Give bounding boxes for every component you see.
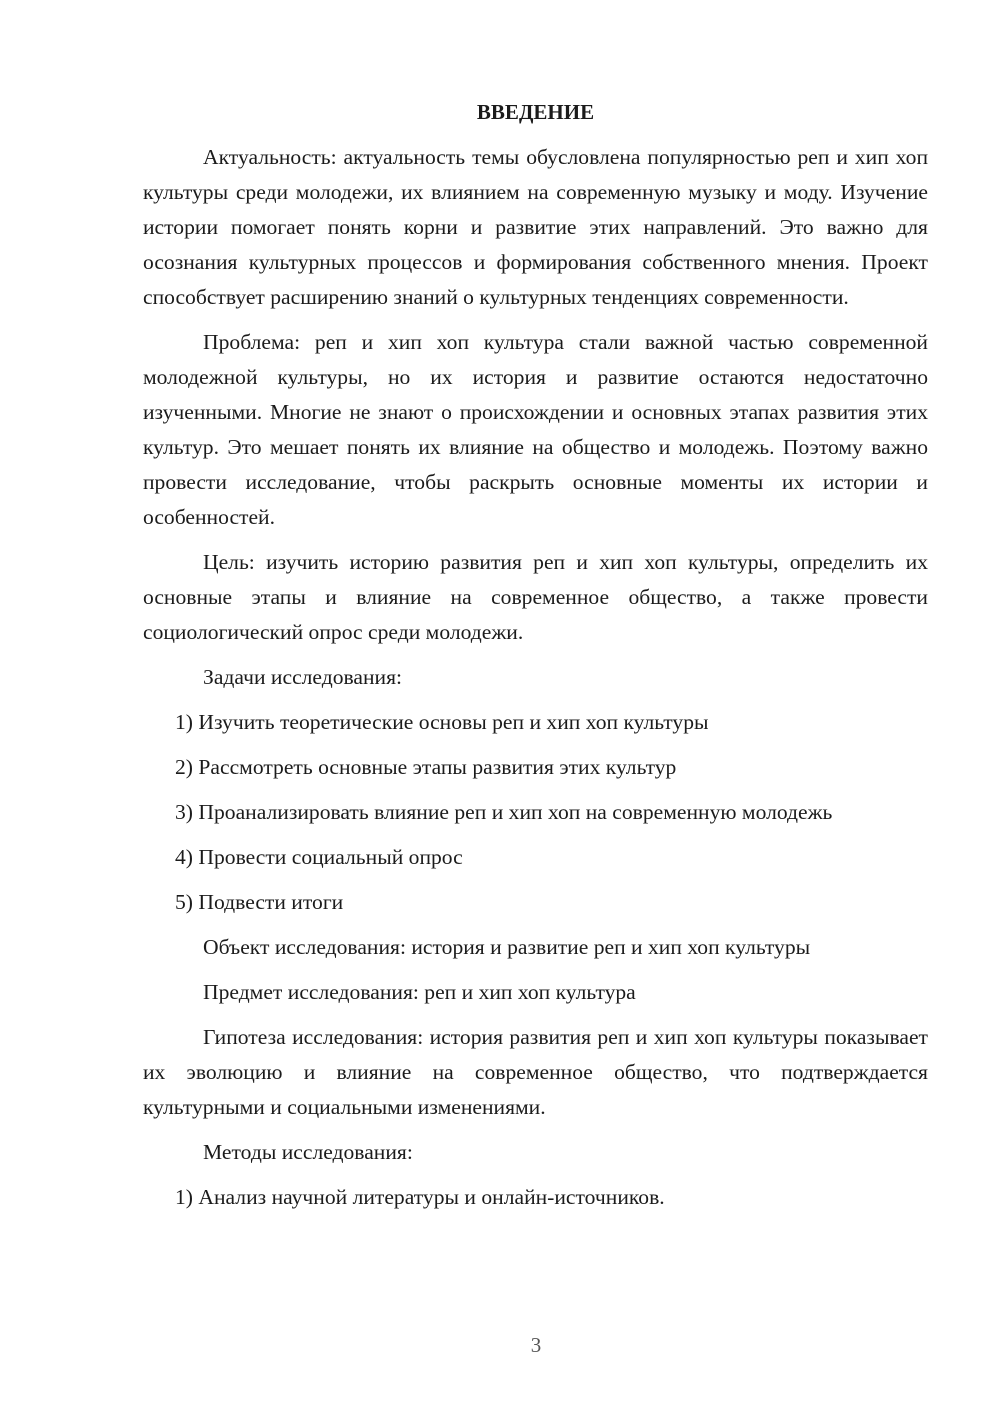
page-content xyxy=(143,95,928,1225)
problem-paragraph: Проблема: реп и хип хоп культура стали важной частью современной молодежной культуры, но их история и развитие остаются недостаточно изученными. Многие не знают о происхождении и основных этапах развития этих культур. Это мешает понять их влияние на общество и молодежь. Поэтому важно провести исследование, чтобы раскрыть основные моменты их истории и особенностей. xyxy=(143,330,928,529)
hypothesis-paragraph: Гипотеза исследования: история развития реп и хип хоп культуры показывает их эволюцию и влияние на современное общество, что подтверждается культурными и социальными изменениями. xyxy=(143,1025,928,1119)
task-item-2: 2) Рассмотреть основные этапы развития этих культур xyxy=(175,755,677,779)
task-item-3: 3) Проанализировать влияние реп и хип хоп на современную молодежь xyxy=(175,800,833,824)
method-item-1: 1) Анализ научной литературы и онлайн-источников. xyxy=(175,1185,665,1209)
task-item-1: 1) Изучить теоретические основы реп и хип хоп культуры xyxy=(175,710,709,734)
section-title: ВВЕДЕНИЕ xyxy=(476,100,595,124)
methods-heading: Методы исследования: xyxy=(203,1140,413,1164)
subject-paragraph: Предмет исследования: реп и хип хоп культура xyxy=(203,980,636,1004)
task-item-5: 5) Подвести итоги xyxy=(175,890,344,914)
tasks-heading: Задачи исследования: xyxy=(203,665,403,689)
page-number: 3 xyxy=(530,1333,542,1357)
object-paragraph: Объект исследования: история и развитие реп и хип хоп культуры xyxy=(203,935,811,959)
task-item-4: 4) Провести социальный опрос xyxy=(175,845,463,869)
goal-paragraph: Цель: изучить историю развития реп и хип хоп культуры, определить их основные этапы и влияние на современное общество, а также провести социологический опрос среди молодежи. xyxy=(143,550,928,644)
relevance-paragraph: Актуальность: актуальность темы обусловлена популярностью реп и хип хоп культуры среди молодежи, их влиянием на современную музыку и моду. Изучение истории помогает понять корни и развитие этих направлений. Это важно для осознания культурных процессов и формирования собственного мнения. Проект способствует расширению знаний о культурных тенденциях современности. xyxy=(143,145,928,309)
